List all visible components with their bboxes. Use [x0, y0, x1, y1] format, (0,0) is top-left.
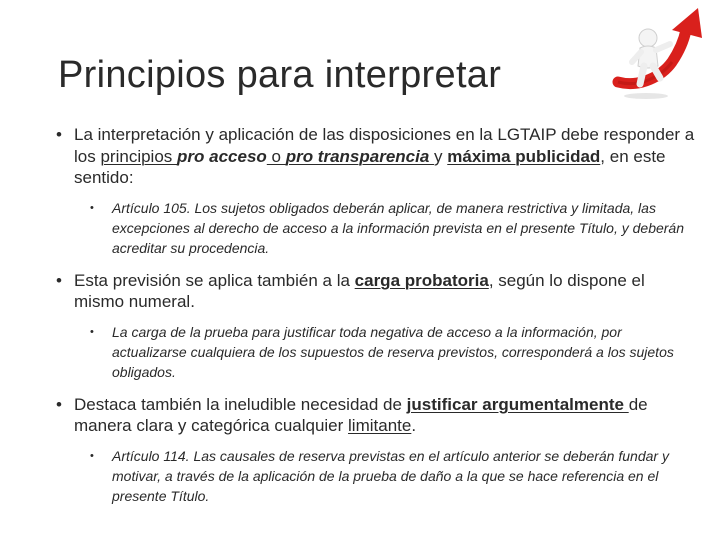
- term-justificar-argumentalmente: justificar argumentalmente: [406, 394, 629, 414]
- bullet-marker: •: [56, 125, 62, 144]
- bullet-text: o: [266, 146, 286, 166]
- bullet-marker: •: [56, 270, 62, 290]
- bullet-interpretacion: [56, 124, 696, 189]
- bullet-text: , según lo dispone el mismo numeral.: [74, 270, 645, 311]
- sub-bullet-text: La carga de la prueba para justificar toda negativa de acceso a la información, por actualizarse cualquiera de los supuestos de reserva previstos, corresponderá a los sujetos obligados.: [112, 323, 674, 380]
- bullet-text: Esta previsión se aplica también a la: [74, 270, 355, 290]
- sub-bullet-articulo-114: [90, 446, 696, 506]
- bullet-justificar: [56, 394, 696, 437]
- person-climbing-red-arrow-icon: [610, 4, 716, 104]
- sub-bullet-articulo-105: [90, 198, 696, 258]
- bullet-text: , en este sentido:: [74, 146, 666, 187]
- bullet-marker: •: [90, 325, 94, 338]
- term-limitante: limitante: [348, 416, 412, 435]
- bullet-text: Destaca también la ineludible necesidad de: [74, 394, 407, 414]
- term-carga-probatoria: carga probatoria: [354, 270, 489, 290]
- bullet-text: .: [411, 416, 417, 435]
- bullet-carga-probatoria: [56, 270, 696, 313]
- bullet-marker: •: [90, 201, 94, 214]
- sub-bullet-text: Artículo 114. Las causales de reserva previstas en el artículo anterior se deberán fundar y motivar, a través de la aplicación de la prueba de daño a la que se hace referencia en el presente Título.: [112, 447, 669, 504]
- bullet-marker: •: [56, 394, 62, 414]
- underlined-principios: principios: [100, 146, 178, 166]
- sub-bullet-carga-prueba: [90, 322, 696, 382]
- bullet-text: y: [434, 146, 448, 166]
- slide-title: Principios para interpretar: [58, 54, 502, 96]
- term-pro-transparencia: pro transparencia: [285, 146, 435, 166]
- sub-bullet-text: Artículo 105. Los sujetos obligados deberán aplicar, de manera restrictiva y limitada, las excepciones al derecho de acceso a la información prevista en el presente Título, y deberán acreditar su procedencia.: [112, 199, 685, 256]
- term-maxima-publicidad: máxima publicidad: [447, 146, 601, 166]
- slide-body: [56, 124, 696, 506]
- term-pro-acceso: pro acceso: [177, 146, 267, 166]
- bullet-text: La interpretación y aplicación de las disposiciones en la LGTAIP debe responder a los: [74, 125, 695, 166]
- bullet-text: de manera clara y categórica cualquier: [74, 394, 648, 435]
- bullet-marker: •: [90, 449, 94, 462]
